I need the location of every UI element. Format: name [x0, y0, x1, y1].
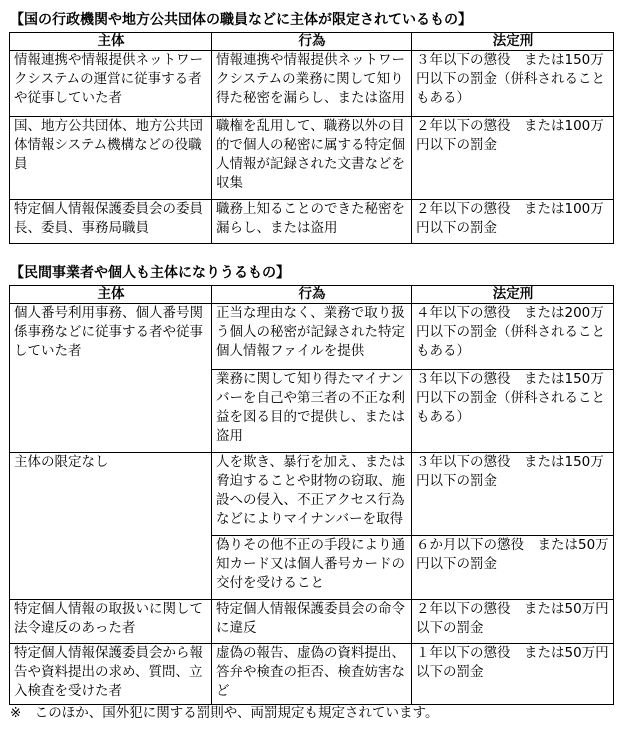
penalty-cell: ４年以下の懲役 または200万円以下の罰金（併科されることもある）	[412, 304, 614, 370]
penalty-cell: ２年以下の懲役 または50万円以下の罰金	[412, 600, 614, 644]
table-row	[10, 117, 614, 200]
act-cell: 情報連携や情報提供ネットワークシステムの業務に関して知り得た秘密を漏らし、または盗用	[212, 51, 412, 117]
header-subject: 主体	[10, 33, 212, 51]
subject-cell: 特定個人情報保護委員会の委員長、委員、事務局職員	[10, 200, 212, 244]
penalty-cell: ３年以下の懲役 または150万円以下の罰金（併科されることもある）	[412, 370, 614, 453]
table-header-row	[10, 33, 614, 51]
act-cell: 人を欺き、暴行を加え、または脅迫することや財物の窃取、施設への侵入、不正アクセス行為などによりマイナンバーを取得	[212, 453, 412, 536]
act-cell: 虚偽の報告、虚偽の資料提出、答弁や検査の拒否、検査妨害など	[212, 644, 412, 705]
header-subject: 主体	[10, 286, 212, 304]
section2-title: 【民間事業者や個人も主体になりうるもの】	[10, 265, 290, 281]
table-row	[10, 600, 614, 644]
table-row	[10, 644, 614, 705]
table-row	[10, 304, 614, 370]
penalty-cell: ２年以下の懲役 または100万円以下の罰金	[412, 117, 614, 200]
table-row	[10, 200, 614, 244]
act-cell: 業務に関して知り得たマイナンバーを自己や第三者の不正な利益を図る目的で提供し、または盗用	[212, 370, 412, 453]
general-subject-table	[9, 285, 614, 705]
act-cell: 職務上知ることのできた秘密を漏らし、または盗用	[212, 200, 412, 244]
header-penalty: 法定刑	[412, 33, 614, 51]
header-penalty: 法定刑	[412, 286, 614, 304]
penalty-cell: ６か月以下の懲役 または50万円以下の罰金	[412, 536, 614, 600]
act-cell: 職権を乱用して、職務以外の目的で個人の秘密に属する特定個人情報が記録された文書などを収集	[212, 117, 412, 200]
table-row	[10, 453, 614, 536]
act-cell: 正当な理由なく、業務で取り扱う個人の秘密が記録された特定個人情報ファイルを提供	[212, 304, 412, 370]
act-cell: 偽りその他不正の手段により通知カード又は個人番号カードの交付を受けること	[212, 536, 412, 600]
act-cell: 特定個人情報保護委員会の命令に違反	[212, 600, 412, 644]
penalty-cell: ３年以下の懲役 または150万円以下の罰金（併科されることもある）	[412, 51, 614, 117]
header-act: 行為	[212, 33, 412, 51]
penalty-cell: ２年以下の懲役 または100万円以下の罰金	[412, 200, 614, 244]
subject-cell: 国、地方公共団体、地方公共団体情報システム機構などの役職員	[10, 117, 212, 200]
subject-cell: 個人番号利用事務、個人番号関係事務などに従事する者や従事していた者	[10, 304, 212, 453]
restricted-subject-table	[9, 32, 614, 244]
subject-cell: 特定個人情報保護委員会から報告や資料提出の求め、質問、立入検査を受けた者	[10, 644, 212, 705]
subject-cell: 情報連携や情報提供ネットワークシステムの運営に従事する者や従事していた者	[10, 51, 212, 117]
subject-cell: 主体の限定なし	[10, 453, 212, 600]
footnote: ※ このほか、国外犯に関する罰則や、両罰規定も規定されています。	[10, 705, 439, 721]
table-row	[10, 51, 614, 117]
penalty-cell: ３年以下の懲役 または150万円以下の罰金	[412, 453, 614, 536]
header-act: 行為	[212, 286, 412, 304]
subject-cell: 特定個人情報の取扱いに関して法令違反のあった者	[10, 600, 212, 644]
penalty-cell: １年以下の懲役 または50万円以下の罰金	[412, 644, 614, 705]
table-header-row	[10, 286, 614, 304]
section1-title: 【国の行政機関や地方公共団体の職員などに主体が限定されているもの】	[10, 12, 472, 28]
